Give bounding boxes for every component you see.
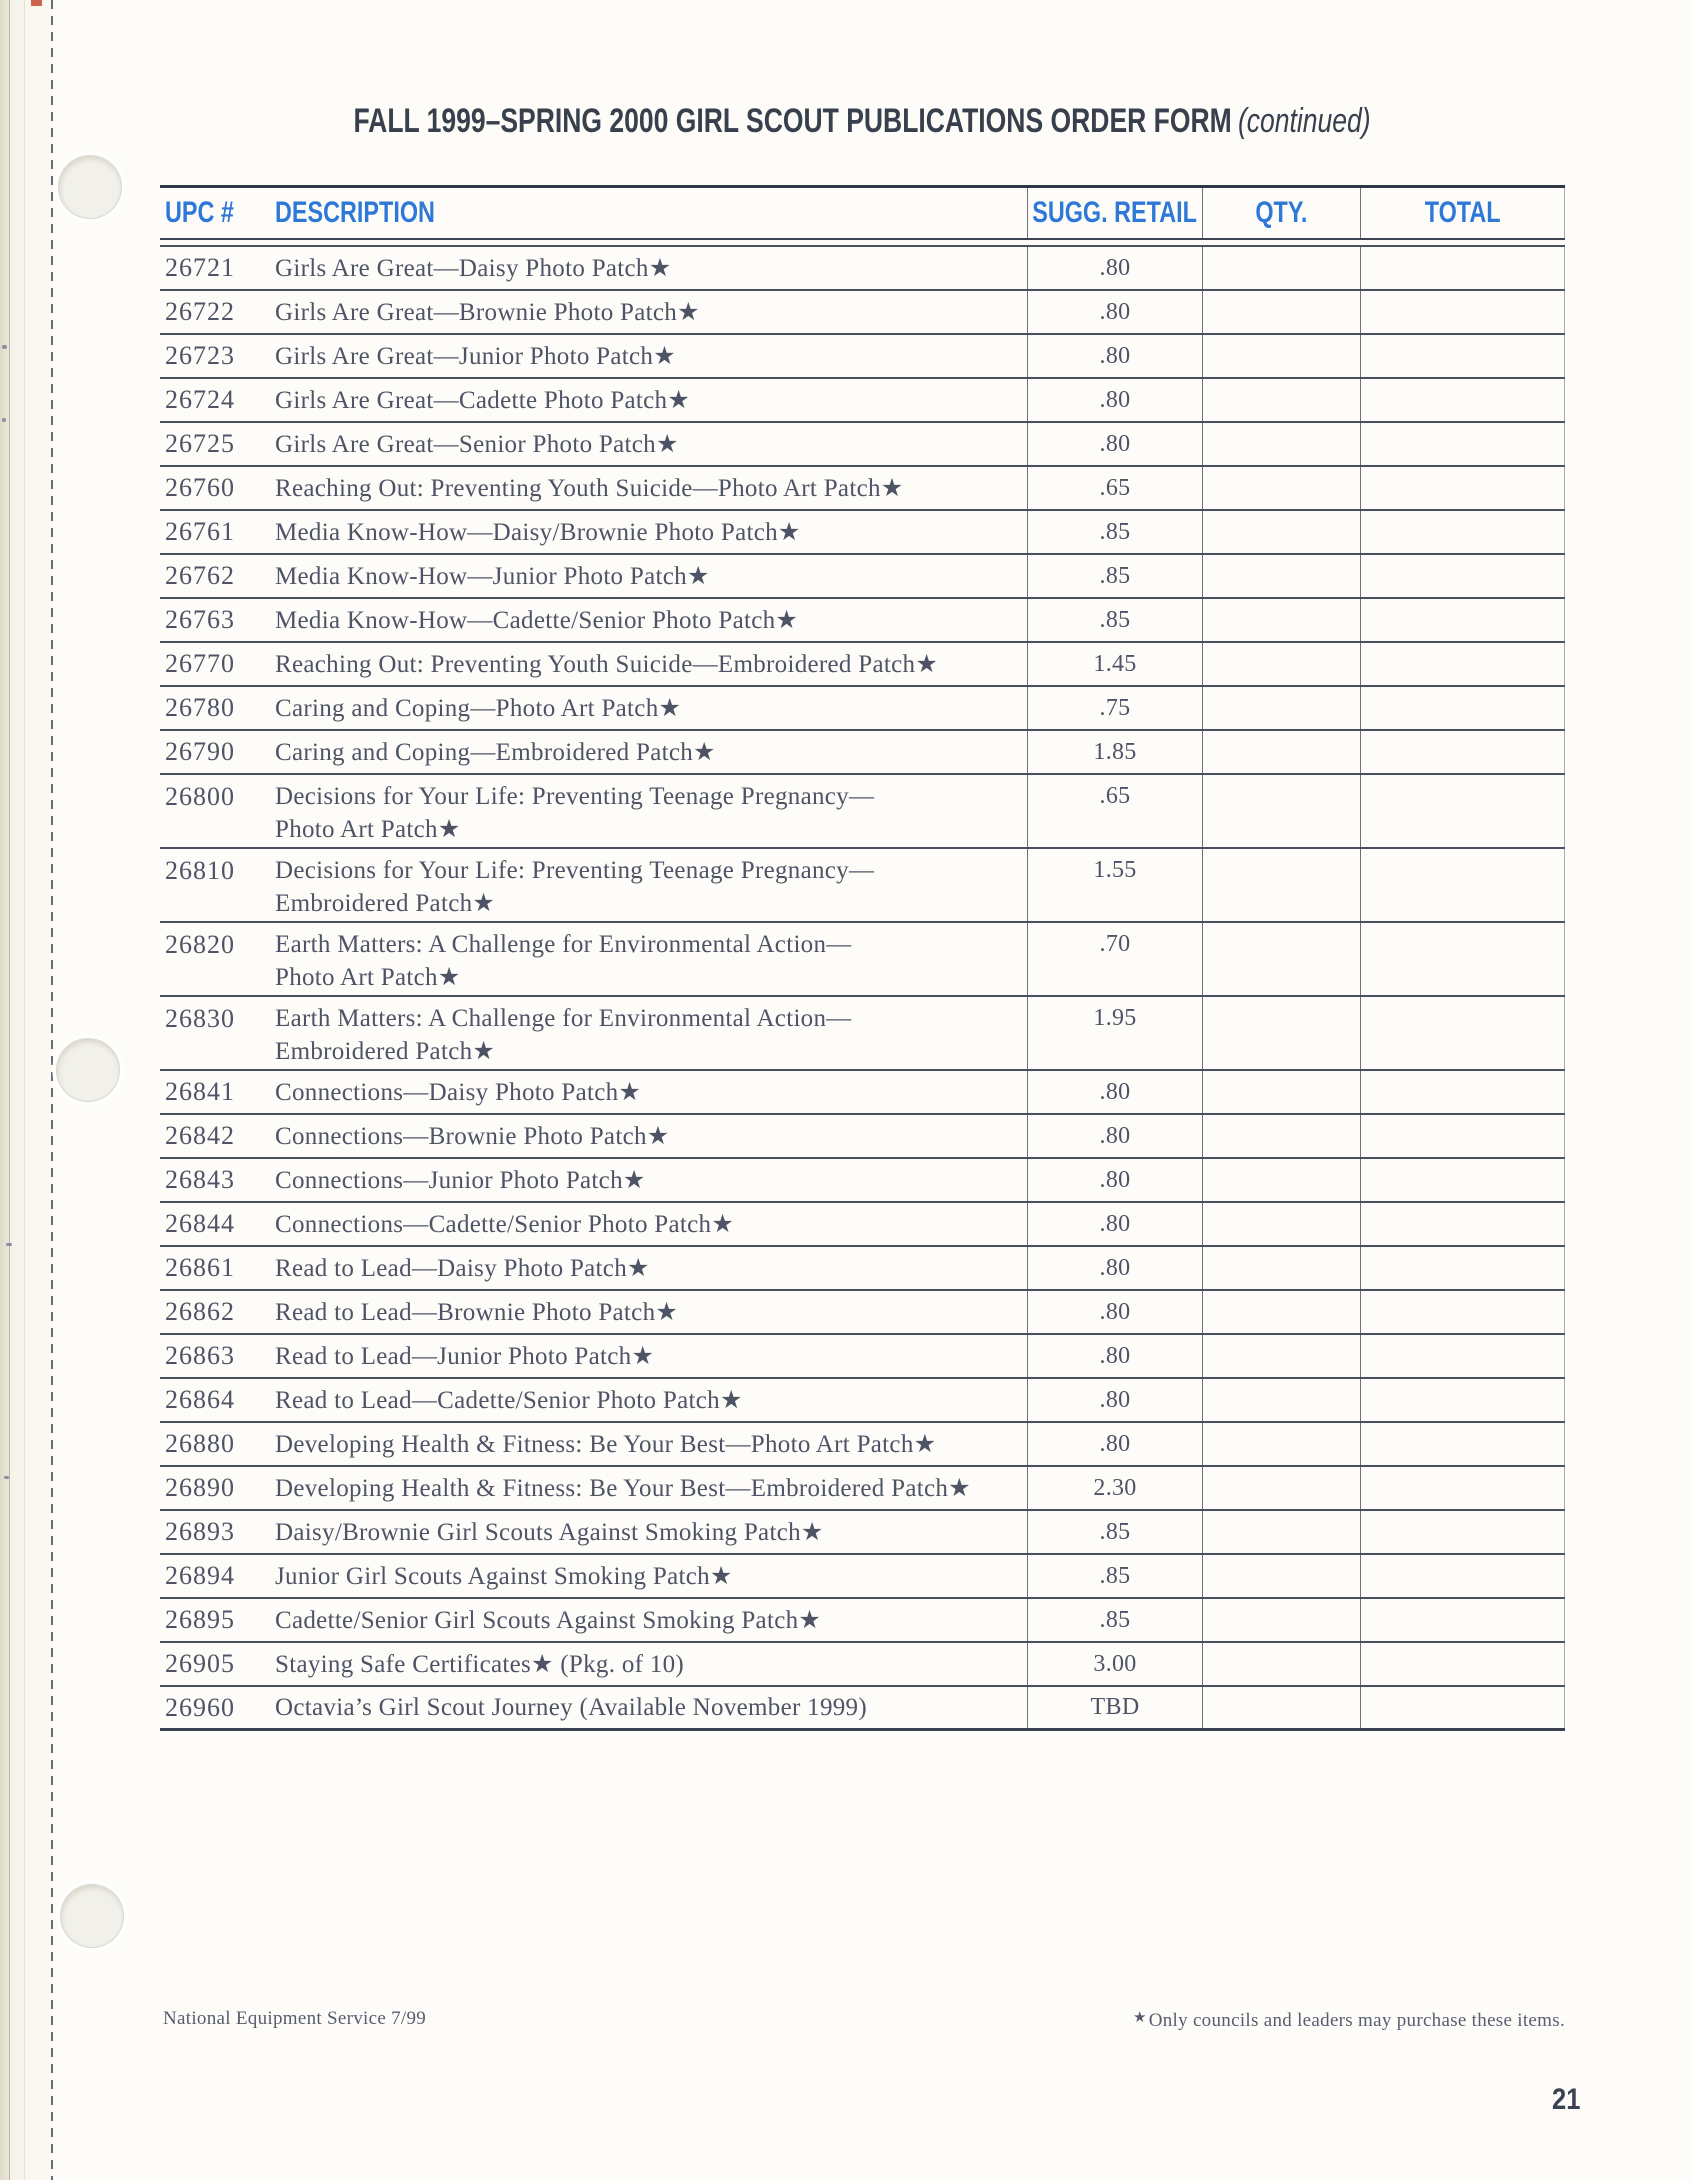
table-row (160, 1687, 1565, 1731)
item-description: Developing Health & Fitness: Be Your Best—Photo Art Patch★ (275, 1431, 937, 1458)
footnote-star-icon: ★ (1132, 2010, 1147, 2026)
qty-cell (1203, 687, 1361, 729)
item-description: Junior Girl Scouts Against Smoking Patch★ (275, 1563, 733, 1590)
qty-cell (1203, 379, 1361, 421)
upc-number: 26960 (165, 1692, 235, 1722)
qty-cell (1203, 247, 1361, 289)
upc-description-cell (160, 775, 1027, 847)
table-row (160, 555, 1565, 599)
upc-number: 26843 (165, 1165, 235, 1194)
table-row (160, 1511, 1565, 1555)
page-edge (0, 0, 10, 2180)
qty-cell (1203, 1203, 1361, 1245)
total-cell (1361, 1203, 1565, 1245)
qty-cell (1203, 923, 1361, 995)
item-description: Reaching Out: Preventing Youth Suicide—Embroidered Patch★ (275, 651, 939, 678)
qty-cell (1203, 1291, 1361, 1333)
sugg-retail-value: .85 (1027, 1555, 1203, 1597)
table-row (160, 1643, 1565, 1687)
table-row (160, 923, 1565, 997)
item-description: Media Know-How—Junior Photo Patch★ (275, 563, 710, 590)
table-body (160, 247, 1565, 1731)
total-cell (1361, 335, 1565, 377)
item-description: Media Know-How—Cadette/Senior Photo Patch★ (275, 607, 799, 634)
hole-punch (58, 155, 122, 219)
upc-description-cell (160, 1115, 1027, 1157)
table-row (160, 1467, 1565, 1511)
table-row (160, 775, 1565, 849)
total-cell (1361, 247, 1565, 289)
page-title-text: FALL 1999–SPRING 2000 GIRL SCOUT PUBLICATIONS ORDER FORM (353, 102, 1233, 140)
qty-cell (1203, 1599, 1361, 1641)
qty-cell (1203, 423, 1361, 465)
upc-number: 26724 (165, 385, 235, 414)
footer-note (1133, 2008, 1565, 2032)
table-row (160, 1115, 1565, 1159)
upc-description-cell (160, 849, 1027, 921)
qty-cell (1203, 511, 1361, 553)
upc-description-cell (160, 1511, 1027, 1553)
table-row (160, 335, 1565, 379)
item-description: Earth Matters: A Challenge for Environmental Action— Photo Art Patch★ (275, 931, 852, 991)
upc-description-cell (160, 1159, 1027, 1201)
upc-description-cell (160, 1467, 1027, 1509)
qty-cell (1203, 555, 1361, 597)
qty-cell (1203, 849, 1361, 921)
scan-artifact-mark (31, 0, 42, 6)
upc-number: 26841 (165, 1077, 235, 1106)
upc-description-cell (160, 423, 1027, 465)
sugg-retail-value: .85 (1027, 511, 1203, 553)
qty-cell (1203, 335, 1361, 377)
upc-description-cell (160, 1643, 1027, 1685)
total-cell (1361, 599, 1565, 641)
upc-description-cell (160, 467, 1027, 509)
item-description: Connections—Junior Photo Patch★ (275, 1167, 646, 1194)
item-description: Girls Are Great—Brownie Photo Patch★ (275, 299, 700, 326)
upc-number: 26842 (165, 1121, 235, 1150)
upc-number: 26890 (165, 1473, 235, 1502)
qty-cell (1203, 1511, 1361, 1553)
item-description: Decisions for Your Life: Preventing Teenage Pregnancy— Photo Art Patch★ (275, 783, 875, 843)
upc-description-cell (160, 1335, 1027, 1377)
table-row (160, 247, 1565, 291)
table-row (160, 1599, 1565, 1643)
total-cell (1361, 1379, 1565, 1421)
sugg-retail-value: .80 (1027, 1291, 1203, 1333)
sugg-retail-value: 2.30 (1027, 1467, 1203, 1509)
total-cell (1361, 1467, 1565, 1509)
qty-cell (1203, 1467, 1361, 1509)
item-description: Girls Are Great—Senior Photo Patch★ (275, 431, 679, 458)
table-row (160, 1247, 1565, 1291)
upc-description-cell (160, 687, 1027, 729)
qty-cell (1203, 599, 1361, 641)
sugg-retail-value: .80 (1027, 423, 1203, 465)
sugg-retail-value: .65 (1027, 467, 1203, 509)
item-description: Caring and Coping—Embroidered Patch★ (275, 739, 716, 766)
sugg-retail-value: .80 (1027, 1423, 1203, 1465)
table-row (160, 1335, 1565, 1379)
table-row (160, 423, 1565, 467)
column-header-upc: UPC # (165, 196, 234, 229)
crease-line (24, 0, 25, 2180)
upc-description-cell (160, 1379, 1027, 1421)
item-description: Connections—Cadette/Senior Photo Patch★ (275, 1211, 735, 1238)
upc-number: 26790 (165, 737, 235, 766)
order-table (160, 185, 1565, 1731)
table-row (160, 291, 1565, 335)
total-cell (1361, 1555, 1565, 1597)
sugg-retail-value: .80 (1027, 335, 1203, 377)
sugg-retail-value: .80 (1027, 1115, 1203, 1157)
upc-number: 26725 (165, 429, 235, 458)
sugg-retail-value: .80 (1027, 1379, 1203, 1421)
item-description: Girls Are Great—Cadette Photo Patch★ (275, 387, 691, 414)
total-cell (1361, 467, 1565, 509)
column-header-sugg-retail: SUGG. RETAIL (1032, 196, 1198, 229)
table-row (160, 467, 1565, 511)
total-cell (1361, 1643, 1565, 1685)
upc-description-cell (160, 1203, 1027, 1245)
upc-number: 26880 (165, 1429, 235, 1458)
total-cell (1361, 643, 1565, 685)
hole-punch (56, 1038, 120, 1102)
sugg-retail-value: .80 (1027, 247, 1203, 289)
sugg-retail-value: .80 (1027, 1159, 1203, 1201)
total-cell (1361, 849, 1565, 921)
total-cell (1361, 291, 1565, 333)
item-description: Caring and Coping—Photo Art Patch★ (275, 695, 682, 722)
sugg-retail-value: 1.95 (1027, 997, 1203, 1069)
footer-note-text: Only councils and leaders may purchase these items. (1148, 2010, 1565, 2031)
upc-description-cell (160, 511, 1027, 553)
item-description: Read to Lead—Daisy Photo Patch★ (275, 1255, 650, 1282)
upc-description-cell (160, 923, 1027, 995)
qty-cell (1203, 291, 1361, 333)
item-description: Staying Safe Certificates★ (Pkg. of 10) (275, 1651, 685, 1678)
sugg-retail-value: .85 (1027, 1511, 1203, 1553)
total-cell (1361, 423, 1565, 465)
qty-cell (1203, 997, 1361, 1069)
upc-number: 26863 (165, 1341, 235, 1370)
item-description: Decisions for Your Life: Preventing Teenage Pregnancy— Embroidered Patch★ (275, 857, 875, 917)
upc-number: 26861 (165, 1253, 235, 1282)
total-cell (1361, 379, 1565, 421)
upc-description-cell (160, 1291, 1027, 1333)
table-row (160, 643, 1565, 687)
total-cell (1361, 1159, 1565, 1201)
total-cell (1361, 731, 1565, 773)
perforation-line (51, 0, 53, 2180)
sugg-retail-value: 1.55 (1027, 849, 1203, 921)
upc-description-cell (160, 1599, 1027, 1641)
total-cell (1361, 1599, 1565, 1641)
page-title (160, 102, 1565, 141)
total-cell (1361, 1115, 1565, 1157)
table-row (160, 1379, 1565, 1423)
total-cell (1361, 1247, 1565, 1289)
upc-description-cell (160, 379, 1027, 421)
qty-cell (1203, 1643, 1361, 1685)
sugg-retail-value: .85 (1027, 599, 1203, 641)
item-description: Girls Are Great—Junior Photo Patch★ (275, 343, 676, 370)
upc-number: 26762 (165, 561, 235, 590)
item-description: Developing Health & Fitness: Be Your Best—Embroidered Patch★ (275, 1475, 971, 1502)
qty-cell (1203, 1423, 1361, 1465)
sugg-retail-value: 1.85 (1027, 731, 1203, 773)
upc-number: 26761 (165, 517, 235, 546)
item-description: Girls Are Great—Daisy Photo Patch★ (275, 255, 672, 282)
header-cell-total (1361, 188, 1565, 238)
scan-speck (2, 345, 7, 349)
header-cell-qty (1203, 188, 1361, 238)
table-row (160, 1423, 1565, 1467)
qty-cell (1203, 1555, 1361, 1597)
header-double-rule (160, 240, 1565, 247)
qty-cell (1203, 731, 1361, 773)
qty-cell (1203, 1335, 1361, 1377)
column-header-description: DESCRIPTION (275, 196, 435, 229)
table-row (160, 511, 1565, 555)
total-cell (1361, 1423, 1565, 1465)
column-header-total: TOTAL (1424, 196, 1501, 229)
upc-description-cell (160, 599, 1027, 641)
item-description: Octavia’s Girl Scout Journey (Available November 1999) (275, 1693, 867, 1721)
qty-cell (1203, 1159, 1361, 1201)
sugg-retail-value: .80 (1027, 1335, 1203, 1377)
table-row (160, 1555, 1565, 1599)
upc-description-cell (160, 247, 1027, 289)
total-cell (1361, 555, 1565, 597)
table-row (160, 849, 1565, 923)
item-description: Read to Lead—Cadette/Senior Photo Patch★ (275, 1387, 743, 1414)
scan-speck (4, 1476, 9, 1479)
upc-number: 26820 (165, 930, 235, 959)
upc-description-cell (160, 1555, 1027, 1597)
item-description: Connections—Daisy Photo Patch★ (275, 1079, 642, 1106)
upc-description-cell (160, 1423, 1027, 1465)
sugg-retail-value: .80 (1027, 1247, 1203, 1289)
total-cell (1361, 1291, 1565, 1333)
item-description: Earth Matters: A Challenge for Environmental Action— Embroidered Patch★ (275, 1005, 852, 1065)
item-description: Read to Lead—Junior Photo Patch★ (275, 1343, 655, 1370)
item-description: Reaching Out: Preventing Youth Suicide—Photo Art Patch★ (275, 475, 904, 502)
upc-number: 26780 (165, 693, 235, 722)
qty-cell (1203, 467, 1361, 509)
qty-cell (1203, 1379, 1361, 1421)
upc-description-cell (160, 1687, 1027, 1728)
total-cell (1361, 1071, 1565, 1113)
total-cell (1361, 1335, 1565, 1377)
header-cell-sugg-retail (1027, 188, 1203, 238)
scan-speck (2, 418, 6, 422)
sugg-retail-value: 1.45 (1027, 643, 1203, 685)
item-description: Cadette/Senior Girl Scouts Against Smoking Patch★ (275, 1607, 822, 1634)
upc-number: 26894 (165, 1561, 235, 1590)
upc-description-cell (160, 1247, 1027, 1289)
table-header-row (160, 185, 1565, 240)
total-cell (1361, 511, 1565, 553)
sugg-retail-value: TBD (1027, 1687, 1203, 1728)
sugg-retail-value: .80 (1027, 1203, 1203, 1245)
qty-cell (1203, 643, 1361, 685)
upc-number: 26723 (165, 341, 235, 370)
table-row (160, 997, 1565, 1071)
column-header-qty: QTY. (1255, 196, 1308, 229)
total-cell (1361, 1687, 1565, 1728)
upc-number: 26862 (165, 1297, 235, 1326)
upc-number: 26864 (165, 1385, 235, 1414)
header-cell-upc-description (160, 188, 1027, 238)
upc-number: 26722 (165, 297, 235, 326)
upc-description-cell (160, 643, 1027, 685)
table-row (160, 1203, 1565, 1247)
table-row (160, 731, 1565, 775)
footer-publisher: National Equipment Service 7/99 (163, 2008, 427, 2029)
sugg-retail-value: .65 (1027, 775, 1203, 847)
total-cell (1361, 997, 1565, 1069)
upc-description-cell (160, 291, 1027, 333)
table-row (160, 379, 1565, 423)
upc-number: 26830 (165, 1004, 235, 1033)
total-cell (1361, 1511, 1565, 1553)
upc-number: 26800 (165, 782, 235, 811)
upc-number: 26893 (165, 1517, 235, 1546)
sugg-retail-value: .80 (1027, 1071, 1203, 1113)
upc-description-cell (160, 731, 1027, 773)
qty-cell (1203, 775, 1361, 847)
sugg-retail-value: .70 (1027, 923, 1203, 995)
page-number: 21 (1551, 2083, 1580, 2116)
upc-number: 26895 (165, 1605, 235, 1634)
qty-cell (1203, 1115, 1361, 1157)
item-description: Connections—Brownie Photo Patch★ (275, 1123, 670, 1150)
total-cell (1361, 775, 1565, 847)
upc-number: 26721 (165, 253, 235, 282)
item-description: Read to Lead—Brownie Photo Patch★ (275, 1299, 679, 1326)
table-row (160, 687, 1565, 731)
table-row (160, 1291, 1565, 1335)
total-cell (1361, 923, 1565, 995)
table-row (160, 1159, 1565, 1203)
table-row (160, 599, 1565, 643)
sugg-retail-value: .80 (1027, 291, 1203, 333)
upc-number: 26770 (165, 649, 235, 678)
sugg-retail-value: .80 (1027, 379, 1203, 421)
page-title-continued: (continued) (1238, 102, 1372, 140)
hole-punch (60, 1884, 124, 1948)
upc-number: 26763 (165, 605, 235, 634)
scan-speck (6, 1243, 12, 1246)
upc-number: 26760 (165, 473, 235, 502)
upc-description-cell (160, 555, 1027, 597)
upc-number: 26844 (165, 1209, 235, 1238)
upc-description-cell (160, 997, 1027, 1069)
sugg-retail-value: .75 (1027, 687, 1203, 729)
item-description: Daisy/Brownie Girl Scouts Against Smoking Patch★ (275, 1519, 824, 1546)
upc-number: 26810 (165, 856, 235, 885)
total-cell (1361, 687, 1565, 729)
upc-description-cell (160, 1071, 1027, 1113)
upc-number: 26905 (165, 1649, 235, 1678)
qty-cell (1203, 1687, 1361, 1728)
sugg-retail-value: 3.00 (1027, 1643, 1203, 1685)
sugg-retail-value: .85 (1027, 1599, 1203, 1641)
item-description: Media Know-How—Daisy/Brownie Photo Patch★ (275, 519, 801, 546)
upc-description-cell (160, 335, 1027, 377)
qty-cell (1203, 1071, 1361, 1113)
sugg-retail-value: .85 (1027, 555, 1203, 597)
qty-cell (1203, 1247, 1361, 1289)
table-row (160, 1071, 1565, 1115)
